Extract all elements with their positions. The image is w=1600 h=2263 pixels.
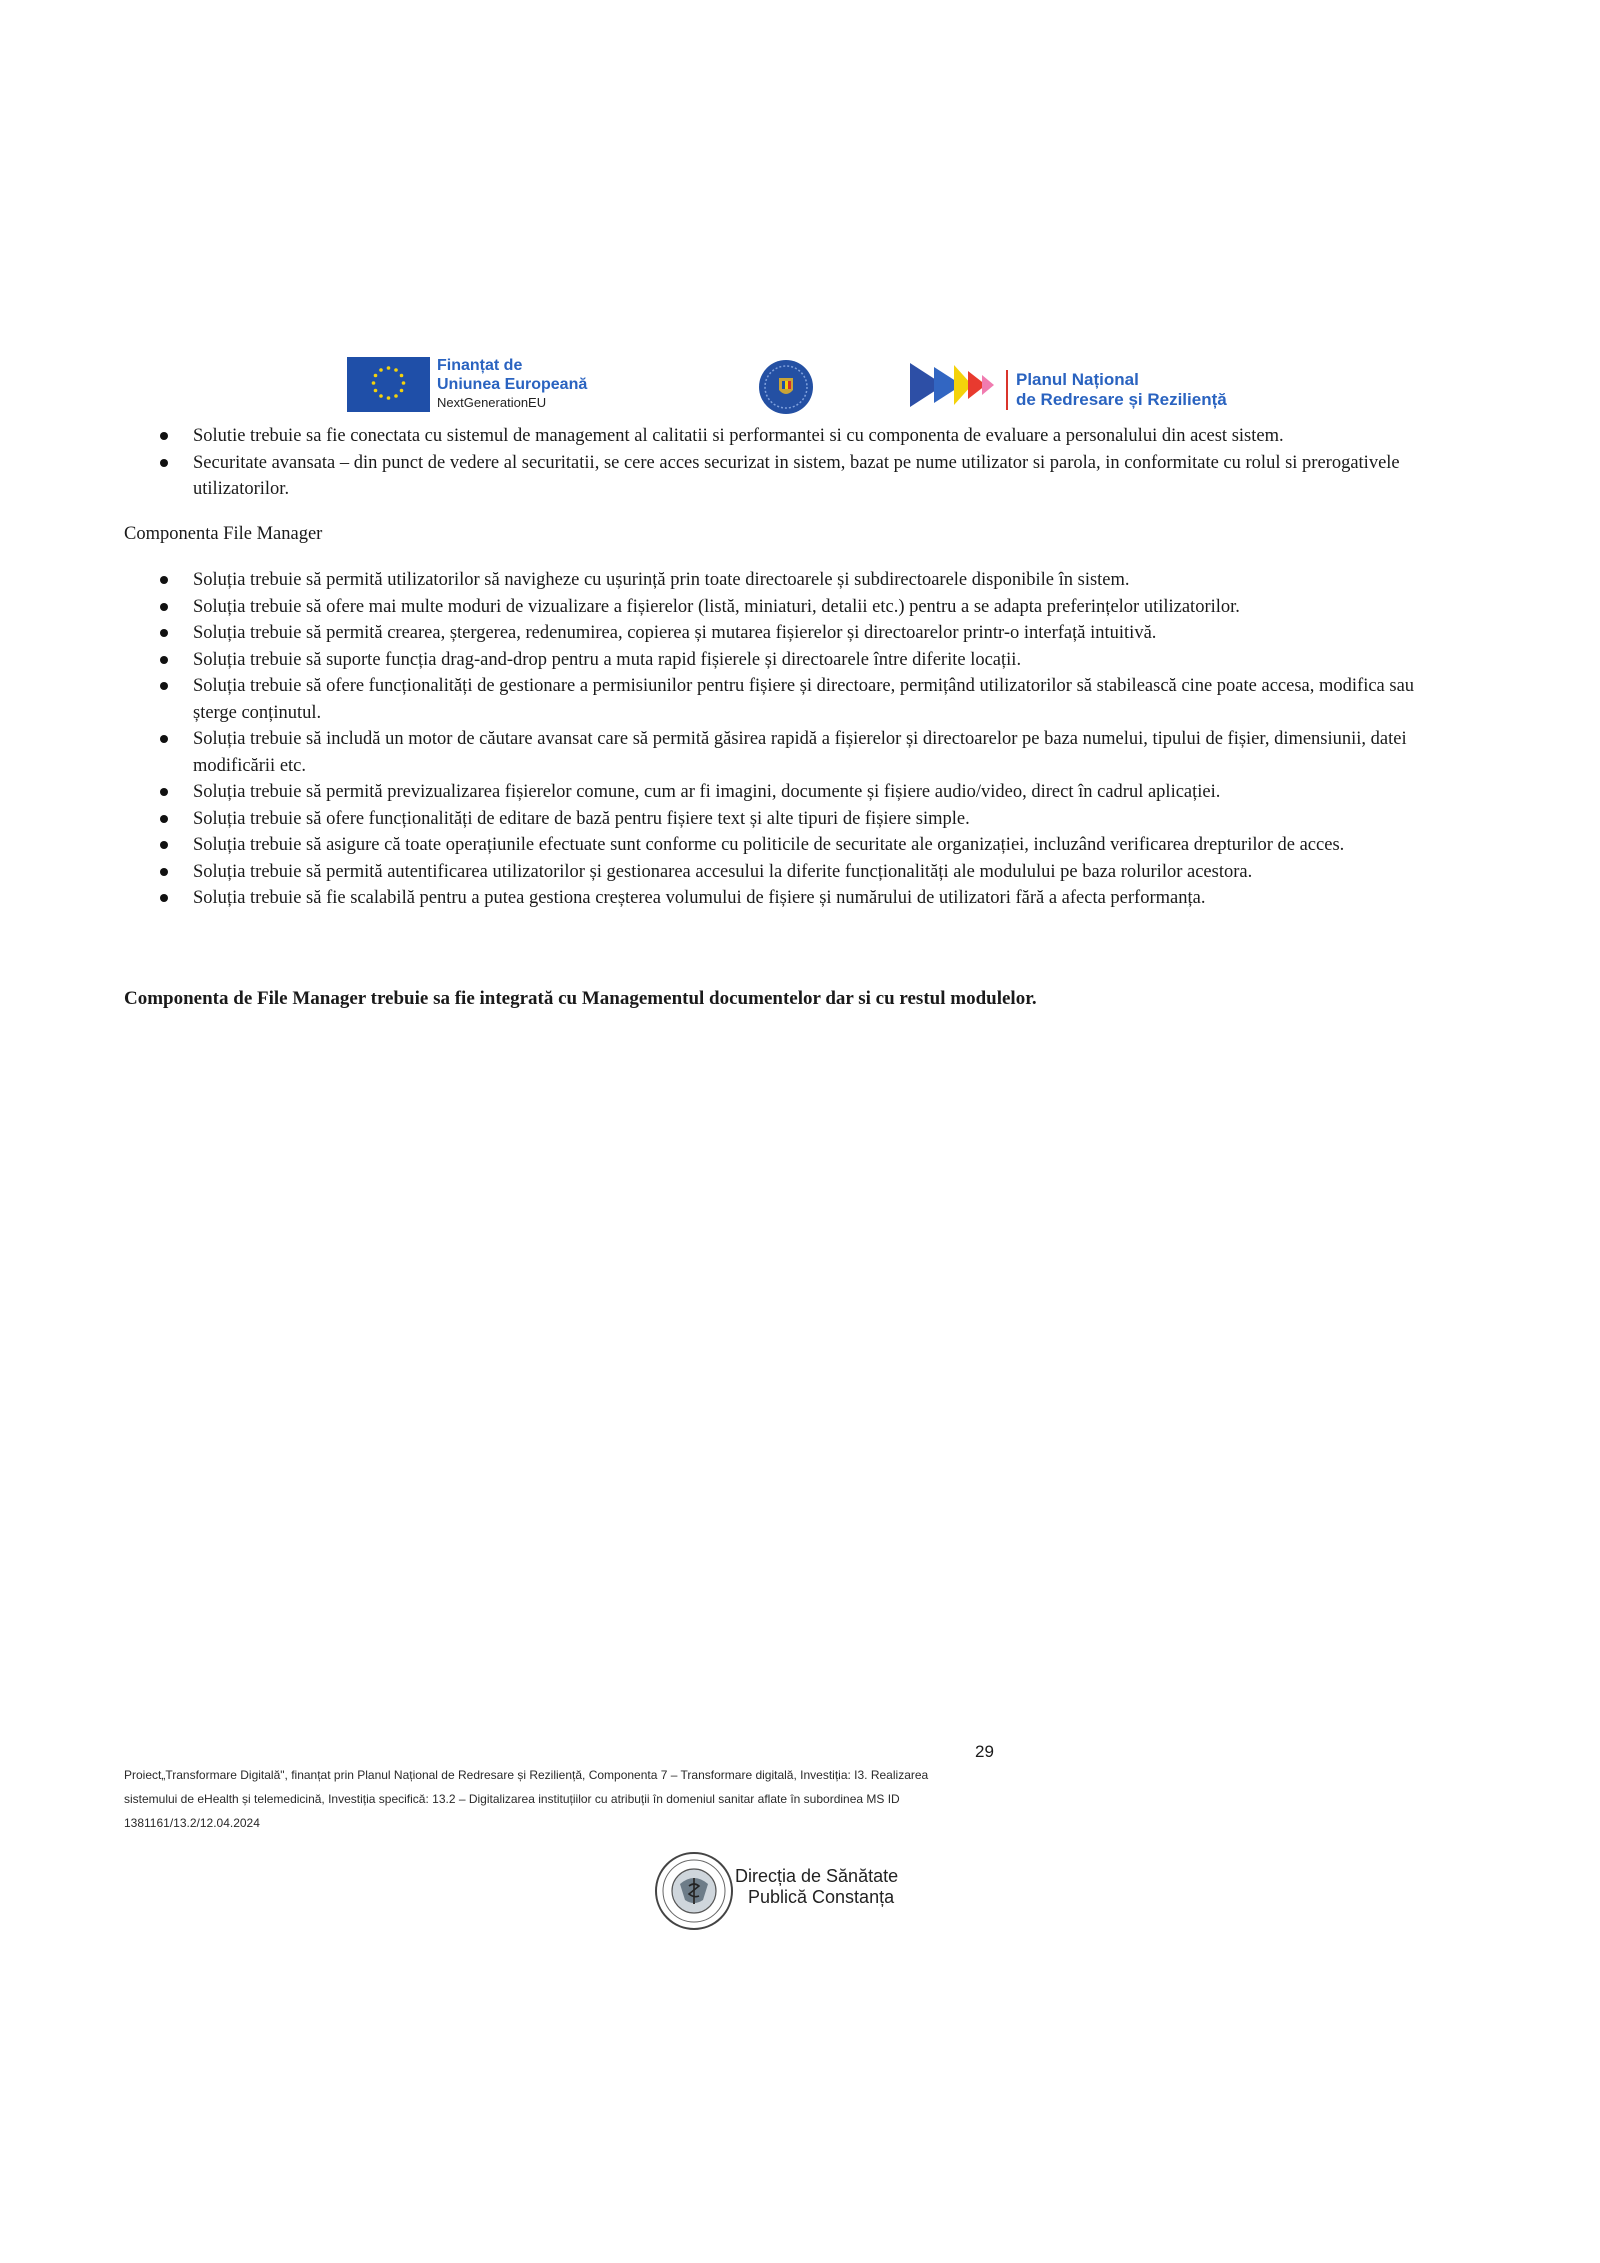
institution-line1: Direcția de Sănătate (735, 1866, 899, 1886)
list-item: Soluția trebuie să permită autentificarea utilizatorilor și gestionarea accesului la diferite funcționalități ale modulului pe baza rolurilor acestora. (155, 859, 1440, 886)
pnrr-logo-text (1006, 370, 1227, 410)
eu-flag-icon (347, 357, 430, 412)
list-item: Soluția trebuie să ofere mai multe moduri de vizualizare a fișierelor (listă, miniaturi, detalii etc.) pentru a se adapta preferințelor utilizatorilor. (155, 594, 1440, 621)
section-title: Componenta File Manager (124, 524, 323, 544)
list-item: Soluția trebuie să permită utilizatorilor să navigheze cu ușurință prin toate directoarele și subdirectoarele disponibile în sistem. (155, 567, 1440, 594)
closing-statement: Componenta de File Manager trebuie sa fie integrată cu Managementul documentelor dar si cu restul modulelor. (124, 988, 1037, 1009)
list-item: Soluția trebuie să suporte funcția drag-and-drop pentru a muta rapid fișierele și directoarele între diferite locații. (155, 647, 1440, 674)
eu-logo-line2: Uniunea Europeană (437, 376, 588, 393)
dsp-institution-name (735, 1866, 898, 1908)
eu-logo-line1: Finanțat de (437, 357, 523, 374)
romanian-government-seal-icon (757, 358, 815, 416)
page-number: 29 (975, 1742, 994, 1761)
list-item: Soluția trebuie să permită crearea, ștergerea, redenumirea, copierea și mutarea fișierelor și directoarelor printr-o interfață intuitivă. (155, 620, 1440, 647)
list-item: Soluția trebuie să ofere funcționalități de gestionare a permisiunilor pentru fișiere și directoare, permițând utilizatorilor să stabilească cine poate accesa, modifica sau șterge conținutul. (155, 673, 1440, 726)
footer-project-note: Proiect„Transformare Digitală", finanțat prin Planul Național de Redresare și Reziliență, Componenta 7 – Transformare digitală, Investiția: I3. Realizarea sistemului de eHealth și telemedicină, Investiția specifică: 13.2 – Digitalizarea instituțiilor cu atribuții în domeniul sanitar aflate în subordinea MS ID 1381161/13.2/12.04.2024 (124, 1768, 929, 1830)
file-manager-requirements-list (155, 567, 1440, 912)
pnrr-logo-line2: de Redresare și Reziliență (1016, 390, 1227, 409)
list-item: Soluția trebuie să includă un motor de căutare avansat care să permită găsirea rapidă a fișierelor și directoarelor pe baza numelui, tipului de fișier, dimensiunii, datei modificării etc. (155, 726, 1440, 779)
list-item: Solutie trebuie sa fie conectata cu sistemul de management al calitatii si performantei si cu componenta de evaluare a personalului din acest sistem. (155, 423, 1440, 450)
pnrr-logo-icon (908, 357, 1004, 413)
intro-bullet-list (155, 423, 1440, 503)
eu-funding-logo-text (437, 356, 587, 411)
list-item: Soluția trebuie să fie scalabilă pentru a putea gestiona creșterea volumului de fișiere și numărului de utilizatori fără a afecta performanța. (155, 885, 1440, 912)
list-item: Soluția trebuie să asigure că toate operațiunile efectuate sunt conforme cu politicile de securitate ale organizației, incluzând verificarea drepturilor de acces. (155, 832, 1440, 859)
institution-line2: Publică Constanța (748, 1887, 895, 1907)
list-item: Securitate avansata – din punct de vedere al securitatii, se cere acces securizat in sistem, bazat pe nume utilizator si parola, in conformitate cu rolul si prerogativele utilizatorilor. (155, 450, 1440, 503)
dsp-constanta-seal-icon (651, 1848, 737, 1934)
pnrr-logo-line1: Planul Național (1016, 370, 1139, 389)
eu-logo-line3: NextGenerationEU (437, 395, 547, 410)
list-item: Soluția trebuie să permită previzualizarea fișierelor comune, cum ar fi imagini, documente și fișiere audio/video, direct în cadrul aplicației. (155, 779, 1440, 806)
list-item: Soluția trebuie să ofere funcționalități de editare de bază pentru fișiere text și alte tipuri de fișiere simple. (155, 806, 1440, 833)
